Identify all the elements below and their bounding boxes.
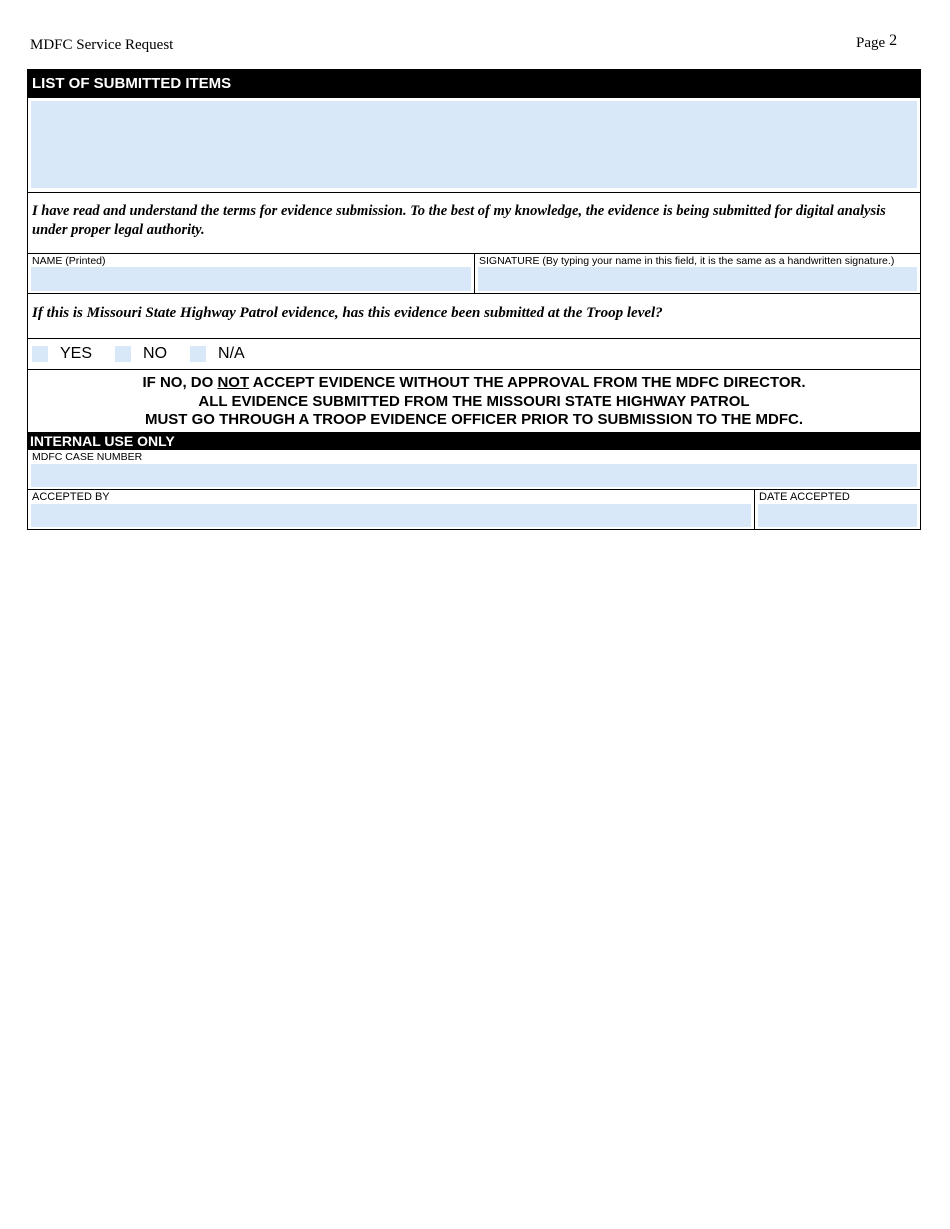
troop-question: If this is Missouri State Highway Patrol evidence, has this evidence been submitted at the Troop level? bbox=[28, 293, 920, 338]
date-accepted-cell bbox=[755, 490, 920, 529]
submitted-items-section bbox=[28, 98, 920, 192]
option-na bbox=[190, 345, 245, 363]
name-cell bbox=[28, 254, 475, 293]
name-label: NAME (Printed) bbox=[32, 255, 106, 267]
warning-line-3: MUST GO THROUGH A TROOP EVIDENCE OFFICER PRIOR TO SUBMISSION TO THE MDFC. bbox=[144, 411, 804, 428]
option-yes bbox=[32, 345, 92, 363]
date-accepted-input[interactable] bbox=[758, 504, 917, 527]
form-title: MDFC Service Request bbox=[30, 37, 174, 53]
name-input[interactable] bbox=[31, 267, 471, 291]
signature-label: SIGNATURE (By typing your name in this field, it is the same as a handwritten signature.) bbox=[479, 255, 895, 267]
accepted-by-cell bbox=[28, 490, 755, 529]
case-number-row bbox=[28, 450, 920, 489]
warning-line-2: ALL EVIDENCE SUBMITTED FROM THE MISSOURI STATE HIGHWAY PATROL bbox=[198, 392, 750, 410]
page-number: 2 bbox=[889, 32, 898, 49]
warning-emphasis: NOT bbox=[217, 374, 250, 391]
option-no bbox=[115, 345, 167, 363]
no-checkbox[interactable] bbox=[115, 346, 131, 362]
acceptance-row bbox=[28, 489, 920, 529]
case-number-input[interactable] bbox=[31, 464, 917, 487]
na-checkbox[interactable] bbox=[190, 346, 206, 362]
signature-input[interactable] bbox=[478, 267, 917, 291]
case-number-label: MDFC CASE NUMBER bbox=[32, 451, 143, 463]
submitted-items-field[interactable] bbox=[31, 101, 917, 188]
warning-line-1: IF NO, DO NOT ACCEPT EVIDENCE WITHOUT THE APPROVAL FROM THE MDFC DIRECTOR. bbox=[142, 374, 806, 391]
internal-use-heading: INTERNAL USE ONLY bbox=[28, 432, 920, 450]
accepted-by-label: ACCEPTED BY bbox=[32, 491, 110, 503]
approval-warning bbox=[28, 369, 920, 432]
troop-answer-options bbox=[28, 338, 920, 369]
na-label: N/A bbox=[218, 345, 245, 362]
authority-statement: I have read and understand the terms for evidence submission. To the best of my knowledge, the evidence is being submitted for digital analysis under proper legal authority. bbox=[28, 192, 920, 253]
no-label: NO bbox=[143, 345, 168, 362]
date-accepted-label: DATE ACCEPTED bbox=[759, 491, 850, 503]
page-label: Page bbox=[856, 35, 886, 51]
submitted-items-heading: LIST OF SUBMITTED ITEMS bbox=[28, 70, 920, 98]
signature-cell bbox=[475, 254, 920, 293]
name-signature-row bbox=[28, 253, 920, 293]
yes-label: YES bbox=[60, 345, 93, 362]
service-request-form bbox=[27, 69, 921, 530]
accepted-by-input[interactable] bbox=[31, 504, 751, 527]
page-indicator bbox=[856, 34, 897, 52]
yes-checkbox[interactable] bbox=[32, 346, 48, 362]
